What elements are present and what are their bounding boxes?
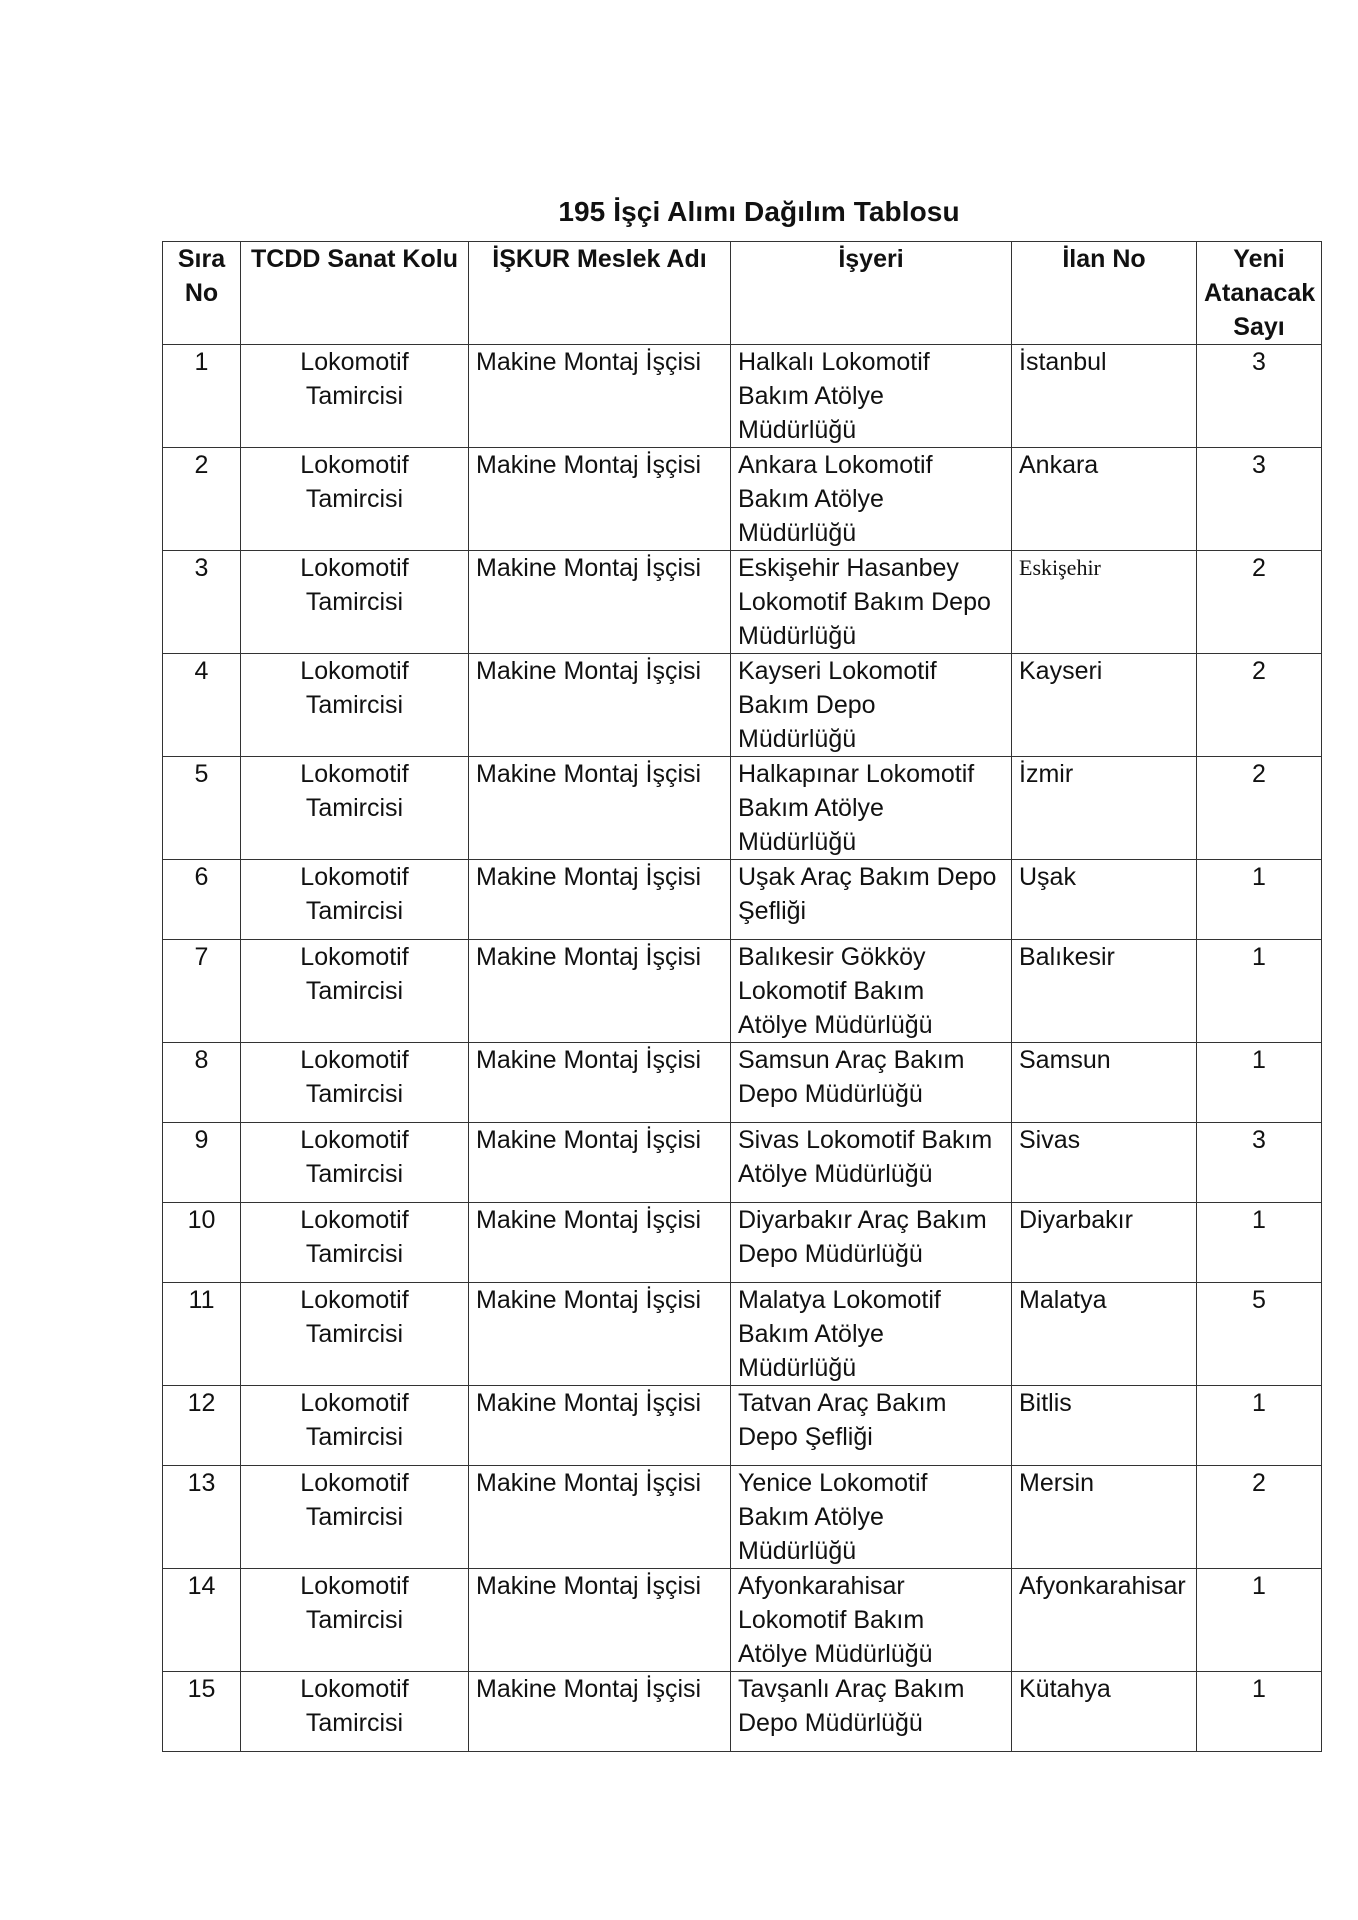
distribution-table	[162, 241, 1322, 1752]
table-row	[163, 860, 1322, 940]
cell-isyeri: Diyarbakır Araç Bakım Depo Müdürlüğü	[731, 1203, 1012, 1283]
cell-meslek-adi: Makine Montaj İşçisi	[469, 1123, 731, 1203]
cell-meslek-adi: Makine Montaj İşçisi	[469, 1043, 731, 1123]
cell-sira-no: 11	[163, 1283, 241, 1386]
column-header-meslek-adi: İŞKUR Meslek Adı	[469, 242, 731, 345]
cell-meslek-adi: Makine Montaj İşçisi	[469, 345, 731, 448]
cell-sanat-kolu: Lokomotif Tamircisi	[241, 1123, 469, 1203]
cell-sira-no: 6	[163, 860, 241, 940]
cell-sira-no: 12	[163, 1386, 241, 1466]
cell-meslek-adi: Makine Montaj İşçisi	[469, 1283, 731, 1386]
cell-sanat-kolu: Lokomotif Tamircisi	[241, 1672, 469, 1752]
cell-ilan-no: Ankara	[1012, 448, 1197, 551]
cell-sira-no: 14	[163, 1569, 241, 1672]
cell-sira-no: 2	[163, 448, 241, 551]
cell-isyeri: Malatya Lokomotif Bakım Atölye Müdürlüğü	[731, 1283, 1012, 1386]
cell-sanat-kolu: Lokomotif Tamircisi	[241, 654, 469, 757]
column-header-sanat-kolu: TCDD Sanat Kolu	[241, 242, 469, 345]
cell-isyeri: Balıkesir Gökköy Lokomotif Bakım Atölye Müdürlüğü	[731, 940, 1012, 1043]
cell-atanacak-sayi: 1	[1197, 1569, 1322, 1672]
cell-meslek-adi: Makine Montaj İşçisi	[469, 1386, 731, 1466]
cell-meslek-adi: Makine Montaj İşçisi	[469, 1466, 731, 1569]
cell-meslek-adi: Makine Montaj İşçisi	[469, 940, 731, 1043]
cell-atanacak-sayi: 3	[1197, 448, 1322, 551]
cell-isyeri: Afyonkarahisar Lokomotif Bakım Atölye Müdürlüğü	[731, 1569, 1012, 1672]
cell-sira-no: 3	[163, 551, 241, 654]
cell-atanacak-sayi: 5	[1197, 1283, 1322, 1386]
cell-sanat-kolu: Lokomotif Tamircisi	[241, 940, 469, 1043]
cell-sanat-kolu: Lokomotif Tamircisi	[241, 1283, 469, 1386]
cell-sanat-kolu: Lokomotif Tamircisi	[241, 1569, 469, 1672]
cell-isyeri: Tatvan Araç Bakım Depo Şefliği	[731, 1386, 1012, 1466]
cell-atanacak-sayi: 2	[1197, 551, 1322, 654]
table-row	[163, 1283, 1322, 1386]
cell-atanacak-sayi: 3	[1197, 345, 1322, 448]
cell-atanacak-sayi: 1	[1197, 860, 1322, 940]
cell-meslek-adi: Makine Montaj İşçisi	[469, 1672, 731, 1752]
cell-ilan-no: Diyarbakır	[1012, 1203, 1197, 1283]
cell-sira-no: 5	[163, 757, 241, 860]
cell-meslek-adi: Makine Montaj İşçisi	[469, 757, 731, 860]
cell-meslek-adi: Makine Montaj İşçisi	[469, 1203, 731, 1283]
cell-sira-no: 15	[163, 1672, 241, 1752]
cell-meslek-adi: Makine Montaj İşçisi	[469, 1569, 731, 1672]
page-title: 195 İşçi Alımı Dağılım Tablosu	[558, 196, 960, 227]
table-row	[163, 1123, 1322, 1203]
cell-isyeri: Halkapınar Lokomotif Bakım Atölye Müdürlüğü	[731, 757, 1012, 860]
cell-meslek-adi: Makine Montaj İşçisi	[469, 654, 731, 757]
table-row	[163, 1203, 1322, 1283]
cell-atanacak-sayi: 2	[1197, 1466, 1322, 1569]
column-header-isyeri: İşyeri	[731, 242, 1012, 345]
cell-sanat-kolu: Lokomotif Tamircisi	[241, 860, 469, 940]
table-row	[163, 1386, 1322, 1466]
table-row	[163, 654, 1322, 757]
cell-sira-no: 13	[163, 1466, 241, 1569]
table-row	[163, 1043, 1322, 1123]
column-header-atanacak-sayi: Yeni Atanacak Sayı	[1197, 242, 1322, 345]
table-row	[163, 757, 1322, 860]
cell-sira-no: 1	[163, 345, 241, 448]
cell-ilan-no: Samsun	[1012, 1043, 1197, 1123]
cell-isyeri: Kayseri Lokomotif Bakım Depo Müdürlüğü	[731, 654, 1012, 757]
cell-atanacak-sayi: 1	[1197, 940, 1322, 1043]
cell-sanat-kolu: Lokomotif Tamircisi	[241, 551, 469, 654]
cell-sira-no: 7	[163, 940, 241, 1043]
cell-ilan-no: Sivas	[1012, 1123, 1197, 1203]
cell-atanacak-sayi: 3	[1197, 1123, 1322, 1203]
header-row	[163, 242, 1322, 345]
cell-ilan-no: Mersin	[1012, 1466, 1197, 1569]
cell-ilan-no: Balıkesir	[1012, 940, 1197, 1043]
cell-isyeri: Sivas Lokomotif Bakım Atölye Müdürlüğü	[731, 1123, 1012, 1203]
cell-ilan-no: İzmir	[1012, 757, 1197, 860]
cell-meslek-adi: Makine Montaj İşçisi	[469, 860, 731, 940]
cell-atanacak-sayi: 1	[1197, 1672, 1322, 1752]
cell-sanat-kolu: Lokomotif Tamircisi	[241, 1466, 469, 1569]
cell-ilan-no: Bitlis	[1012, 1386, 1197, 1466]
cell-isyeri: Uşak Araç Bakım Depo Şefliği	[731, 860, 1012, 940]
cell-sira-no: 8	[163, 1043, 241, 1123]
cell-sira-no: 10	[163, 1203, 241, 1283]
cell-sanat-kolu: Lokomotif Tamircisi	[241, 448, 469, 551]
table-row	[163, 1672, 1322, 1752]
column-header-sira-no: Sıra No	[163, 242, 241, 345]
cell-sanat-kolu: Lokomotif Tamircisi	[241, 757, 469, 860]
table-row	[163, 551, 1322, 654]
cell-isyeri: Halkalı Lokomotif Bakım Atölye Müdürlüğü	[731, 345, 1012, 448]
cell-ilan-no: Eskişehir	[1012, 551, 1197, 654]
cell-isyeri: Ankara Lokomotif Bakım Atölye Müdürlüğü	[731, 448, 1012, 551]
cell-atanacak-sayi: 2	[1197, 654, 1322, 757]
cell-isyeri: Yenice Lokomotif Bakım Atölye Müdürlüğü	[731, 1466, 1012, 1569]
cell-sira-no: 9	[163, 1123, 241, 1203]
cell-isyeri: Tavşanlı Araç Bakım Depo Müdürlüğü	[731, 1672, 1012, 1752]
cell-ilan-no: Uşak	[1012, 860, 1197, 940]
table-header	[163, 242, 1322, 345]
cell-sanat-kolu: Lokomotif Tamircisi	[241, 1386, 469, 1466]
cell-isyeri: Eskişehir Hasanbey Lokomotif Bakım Depo Müdürlüğü	[731, 551, 1012, 654]
column-header-ilan-no: İlan No	[1012, 242, 1197, 345]
cell-atanacak-sayi: 2	[1197, 757, 1322, 860]
cell-sanat-kolu: Lokomotif Tamircisi	[241, 345, 469, 448]
cell-ilan-no: Kütahya	[1012, 1672, 1197, 1752]
cell-ilan-no: Afyonkarahisar	[1012, 1569, 1197, 1672]
cell-atanacak-sayi: 1	[1197, 1203, 1322, 1283]
cell-meslek-adi: Makine Montaj İşçisi	[469, 448, 731, 551]
cell-ilan-no: Kayseri	[1012, 654, 1197, 757]
cell-ilan-no: İstanbul	[1012, 345, 1197, 448]
table-row	[163, 940, 1322, 1043]
cell-atanacak-sayi: 1	[1197, 1043, 1322, 1123]
cell-atanacak-sayi: 1	[1197, 1386, 1322, 1466]
table-body	[163, 345, 1322, 1752]
cell-sanat-kolu: Lokomotif Tamircisi	[241, 1203, 469, 1283]
table-row	[163, 345, 1322, 448]
table-row	[163, 1569, 1322, 1672]
cell-meslek-adi: Makine Montaj İşçisi	[469, 551, 731, 654]
cell-ilan-no: Malatya	[1012, 1283, 1197, 1386]
cell-isyeri: Samsun Araç Bakım Depo Müdürlüğü	[731, 1043, 1012, 1123]
cell-sanat-kolu: Lokomotif Tamircisi	[241, 1043, 469, 1123]
cell-sira-no: 4	[163, 654, 241, 757]
table-row	[163, 448, 1322, 551]
table-row	[163, 1466, 1322, 1569]
